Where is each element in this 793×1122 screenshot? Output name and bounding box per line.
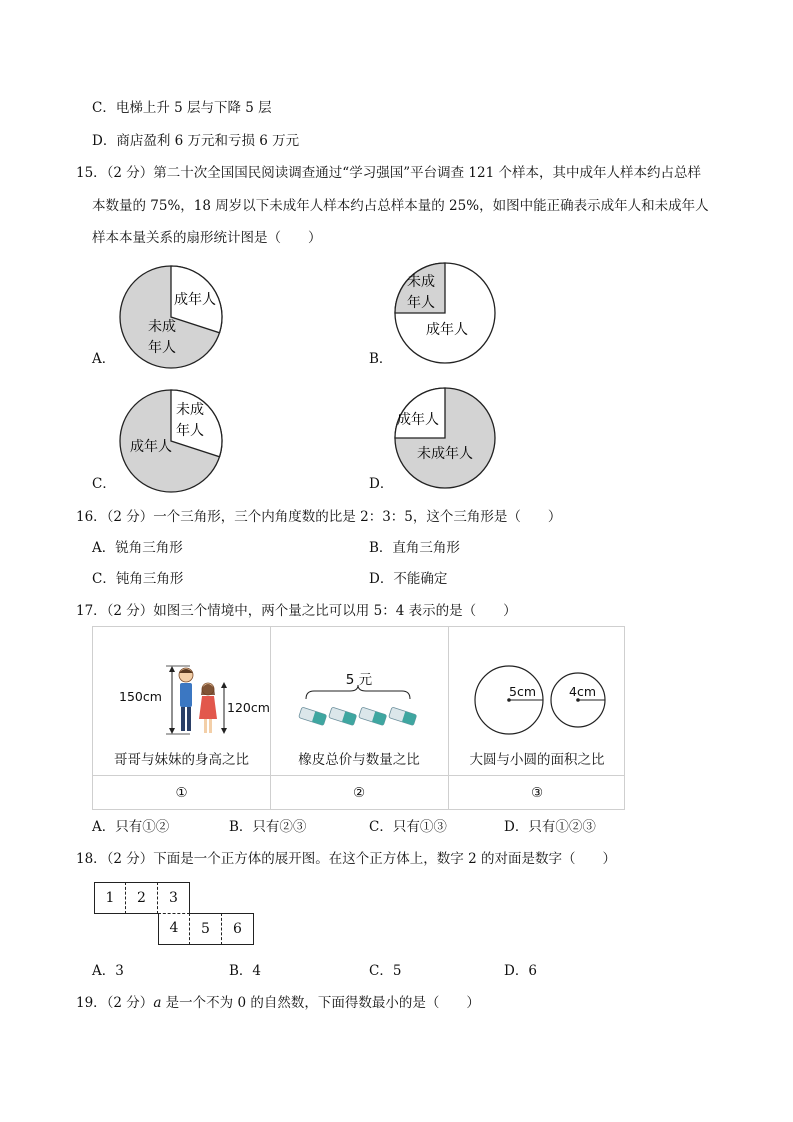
net-face-6: 6 — [222, 913, 254, 945]
q17-option-d: D．只有①②③ — [504, 819, 596, 835]
q16-option-a: A．锐角三角形 — [92, 540, 183, 556]
pie-c-label-minor-1: 未成 — [176, 402, 204, 418]
net-face-1: 1 — [94, 882, 126, 914]
pie-b-label-adult: 成年人 — [426, 322, 468, 338]
panel3-caption: 大圆与小圆的面积之比 — [469, 752, 605, 768]
pie-c-label-adult: 成年人 — [130, 439, 172, 455]
q18-option-a: A．3 — [92, 963, 124, 979]
q16-option-b: B．直角三角形 — [369, 540, 460, 556]
q15-label-c: C． — [92, 476, 116, 492]
pie-b-label-minor-2: 年人 — [407, 295, 435, 311]
pie-a-label-minor-1: 未成 — [148, 319, 176, 335]
q19-variable: a — [153, 995, 162, 1011]
net-face-2: 2 — [126, 882, 158, 914]
q15-stem-line1: 15．（2 分）第二十次全国国民阅读调查通过“学习强国”平台调查 121 个样本，其中成年人样本约占总样 — [76, 165, 701, 181]
q18-stem: 18．（2 分）下面是一个正方体的展开图。在这个正方体上，数字 2 的对面是数字（ ） — [76, 851, 616, 867]
erasers-illustration — [294, 683, 422, 737]
q19-stem — [76, 993, 480, 1013]
cube-net — [94, 882, 258, 948]
large-circle-radius: 5cm — [509, 684, 537, 699]
pie-a-label-adult: 成年人 — [174, 292, 216, 308]
q17-option-c: C．只有①③ — [369, 819, 447, 835]
pie-chart-d — [393, 386, 497, 490]
q15-stem-line3: 样本本量关系的扇形统计图是（ ） — [92, 230, 322, 246]
q14-option-c: C．电梯上升 5 层与下降 5 层 — [92, 100, 272, 116]
q17-option-b: B．只有②③ — [229, 819, 307, 835]
q18-option-b: B．4 — [229, 963, 262, 979]
circles-illustration — [471, 663, 611, 739]
net-face-5: 5 — [190, 913, 222, 945]
panel3-number: ③ — [530, 785, 544, 801]
q19-rest: 是一个不为 0 的自然数，下面得数最小的是（ ） — [161, 995, 480, 1011]
q15-stem-line2: 本数量的 75%，18 周岁以下未成年人样本约占总样本量的 25%，如图中能正确表示成年人和未成年人 — [92, 198, 709, 214]
q17-stem: 17．（2 分）如图三个情境中，两个量之比可以用 5：4 表示的是（ ） — [76, 603, 517, 619]
q18-option-d: D．6 — [504, 963, 537, 979]
q15-label-b: B． — [369, 351, 393, 367]
pie-d-label-adult: 成年人 — [397, 412, 439, 428]
pie-a-label-minor-2: 年人 — [148, 340, 176, 356]
brother-height-label: 150cm — [119, 689, 162, 704]
small-circle-radius: 4cm — [569, 684, 597, 699]
pie-b-label-minor-1: 未成 — [407, 274, 435, 290]
pie-d-label-minor: 未成年人 — [417, 446, 473, 462]
pie-chart-b — [393, 261, 497, 365]
net-face-3: 3 — [158, 882, 190, 914]
panel1-number: ① — [175, 785, 188, 801]
q18-option-c: C．5 — [369, 963, 402, 979]
pie-chart-a — [118, 264, 224, 370]
panel2-number: ② — [352, 785, 366, 801]
pie-chart-c — [118, 388, 224, 494]
sister-height-label: 120cm — [227, 700, 270, 715]
net-face-4: 4 — [158, 913, 190, 945]
eraser-price-label: 5 元 — [345, 672, 373, 688]
q16-option-d: D．不能确定 — [369, 571, 448, 587]
q15-label-a: A． — [92, 351, 116, 367]
q17-option-a: A．只有①② — [92, 819, 170, 835]
q16-option-c: C．钝角三角形 — [92, 571, 184, 587]
q16-stem: 16．（2 分）一个三角形，三个内角度数的比是 2：3：5，这个三角形是（ ） — [76, 509, 562, 525]
q19-prefix: 19．（2 分） — [76, 995, 154, 1011]
q14-option-d: D．商店盈利 6 万元和亏损 6 万元 — [92, 133, 300, 149]
q17-figure-table — [92, 626, 625, 810]
pie-c-label-minor-2: 年人 — [176, 423, 204, 439]
panel1-caption: 哥哥与妹妹的身高之比 — [114, 752, 249, 768]
q15-label-d: D． — [369, 476, 394, 492]
panel2-caption: 橡皮总价与数量之比 — [298, 752, 420, 768]
